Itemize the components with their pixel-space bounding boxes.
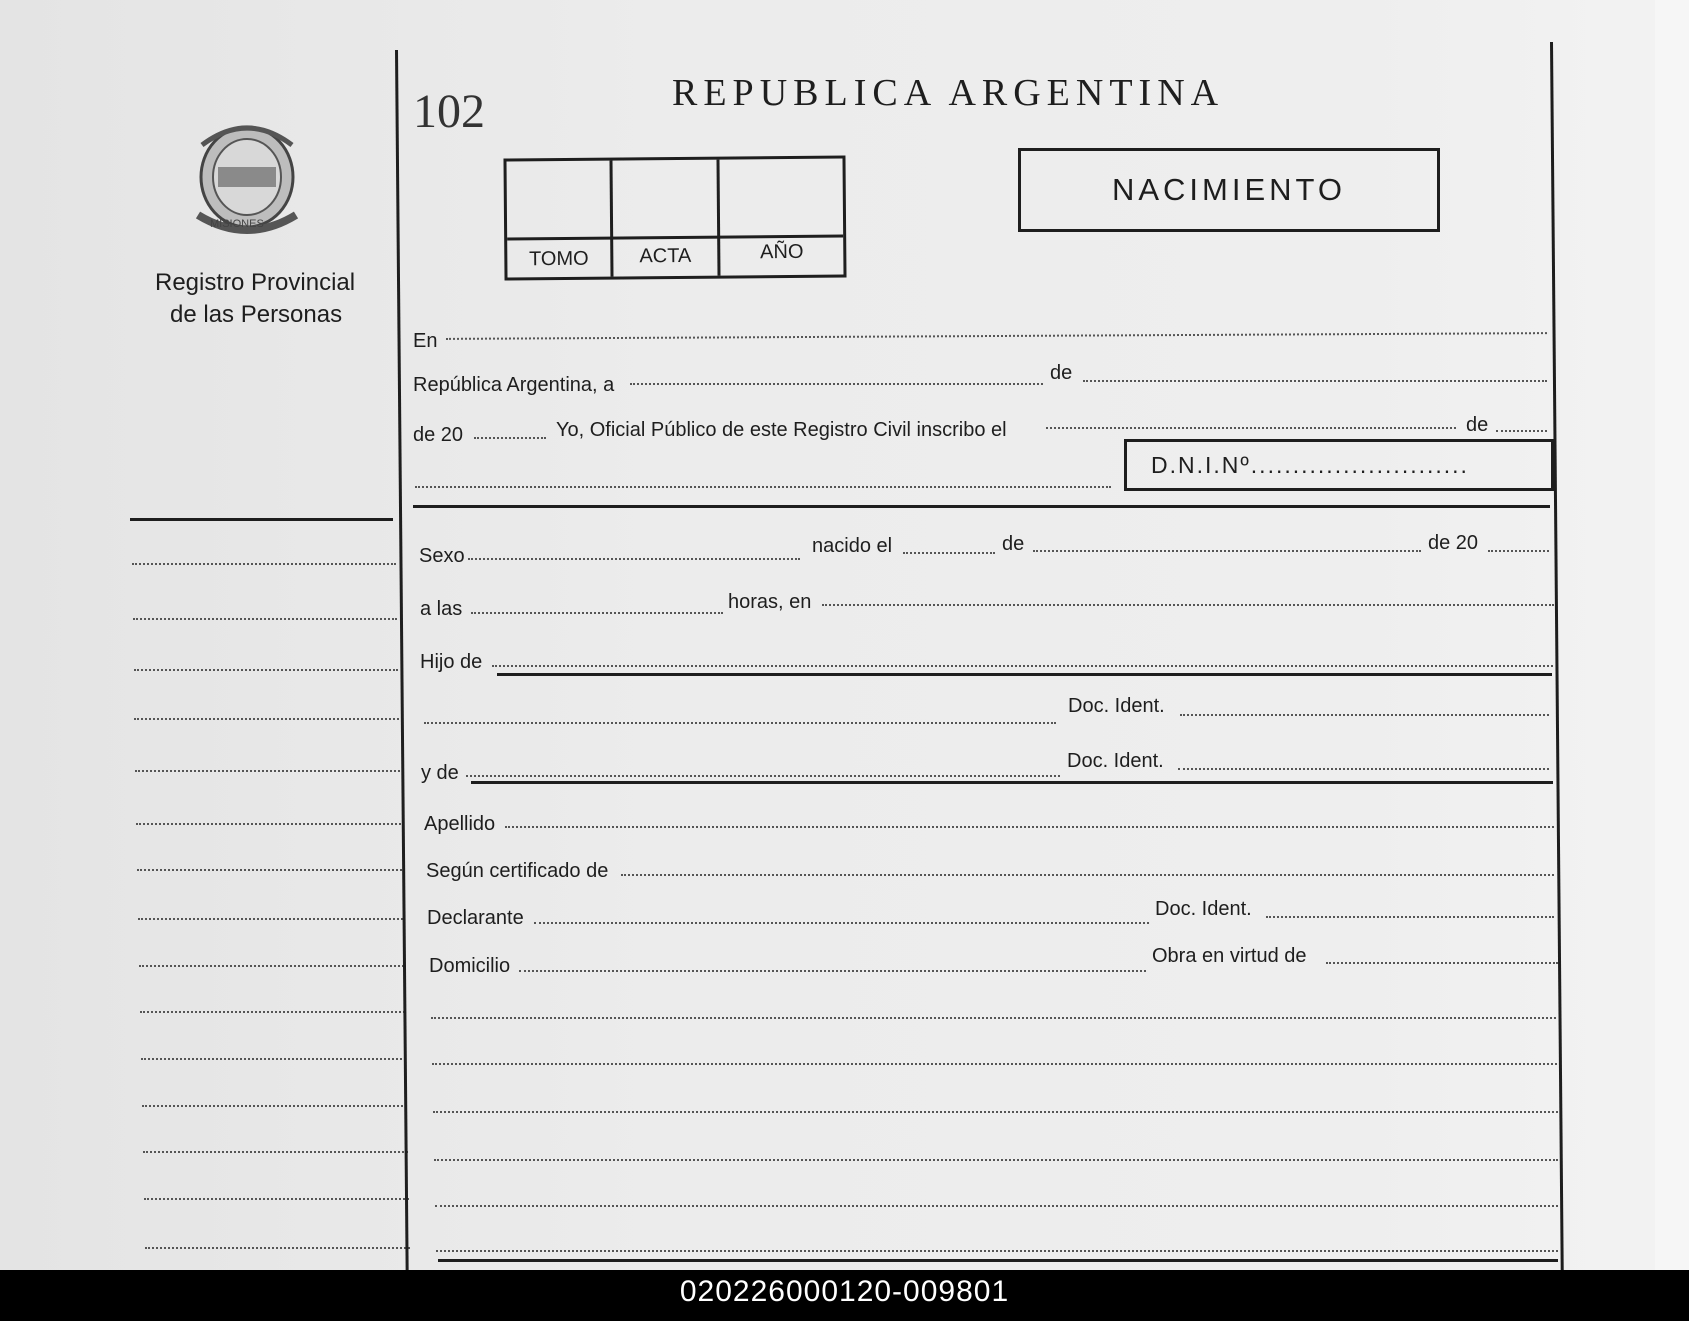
reference-table: [503, 156, 846, 281]
section-divider-1: [413, 505, 1550, 508]
footer-code: 020226000120-009801: [679, 1275, 1010, 1308]
left-divider: [130, 518, 393, 521]
registry-line-1: Registro Provincial: [155, 269, 356, 296]
label-de20: de 20: [413, 424, 464, 446]
label-sexo: Sexo: [419, 545, 465, 567]
form-number: 102: [413, 85, 485, 138]
label-de-3: de: [1002, 533, 1025, 555]
label-de-1: de: [1050, 362, 1073, 384]
registry-line-2: de las Personas: [170, 301, 343, 328]
label-doc-2: Doc. Ident.: [1067, 750, 1164, 772]
label-republica: República Argentina, a: [413, 374, 615, 396]
dni-label: D.N.I.Nº..........................: [1151, 452, 1469, 478]
label-domicilio: Domicilio: [429, 955, 511, 977]
label-doc-3: Doc. Ident.: [1155, 898, 1252, 920]
label-de20-b: de 20: [1428, 532, 1479, 554]
label-nacido: nacido el: [812, 535, 893, 557]
seal-text: MISIONES: [210, 218, 264, 230]
label-yde: y de: [421, 762, 459, 784]
acta-label: ACTA: [639, 244, 692, 268]
label-yo: Yo, Oficial Público de este Registro Civil inscribo el: [556, 419, 1007, 441]
page-edge: [1655, 0, 1689, 1270]
label-segun: Según certificado de: [426, 860, 609, 882]
dni-box: [1124, 439, 1554, 491]
label-doc-1: Doc. Ident.: [1068, 695, 1165, 717]
country-title: REPUBLICA ARGENTINA: [672, 72, 1225, 114]
label-hijo: Hijo de: [420, 651, 483, 673]
label-obra: Obra en virtud de: [1152, 945, 1307, 967]
label-alas: a las: [420, 598, 463, 620]
type-box: [1018, 148, 1440, 232]
label-horas: horas, en: [728, 591, 812, 613]
type-label: NACIMIENTO: [1111, 172, 1347, 207]
label-de-2: de: [1466, 414, 1489, 436]
label-apellido: Apellido: [424, 813, 496, 835]
label-en: En: [413, 330, 438, 352]
label-declarante: Declarante: [427, 907, 524, 929]
anio-label: AÑO: [760, 240, 804, 264]
tomo-label: TOMO: [528, 247, 589, 271]
